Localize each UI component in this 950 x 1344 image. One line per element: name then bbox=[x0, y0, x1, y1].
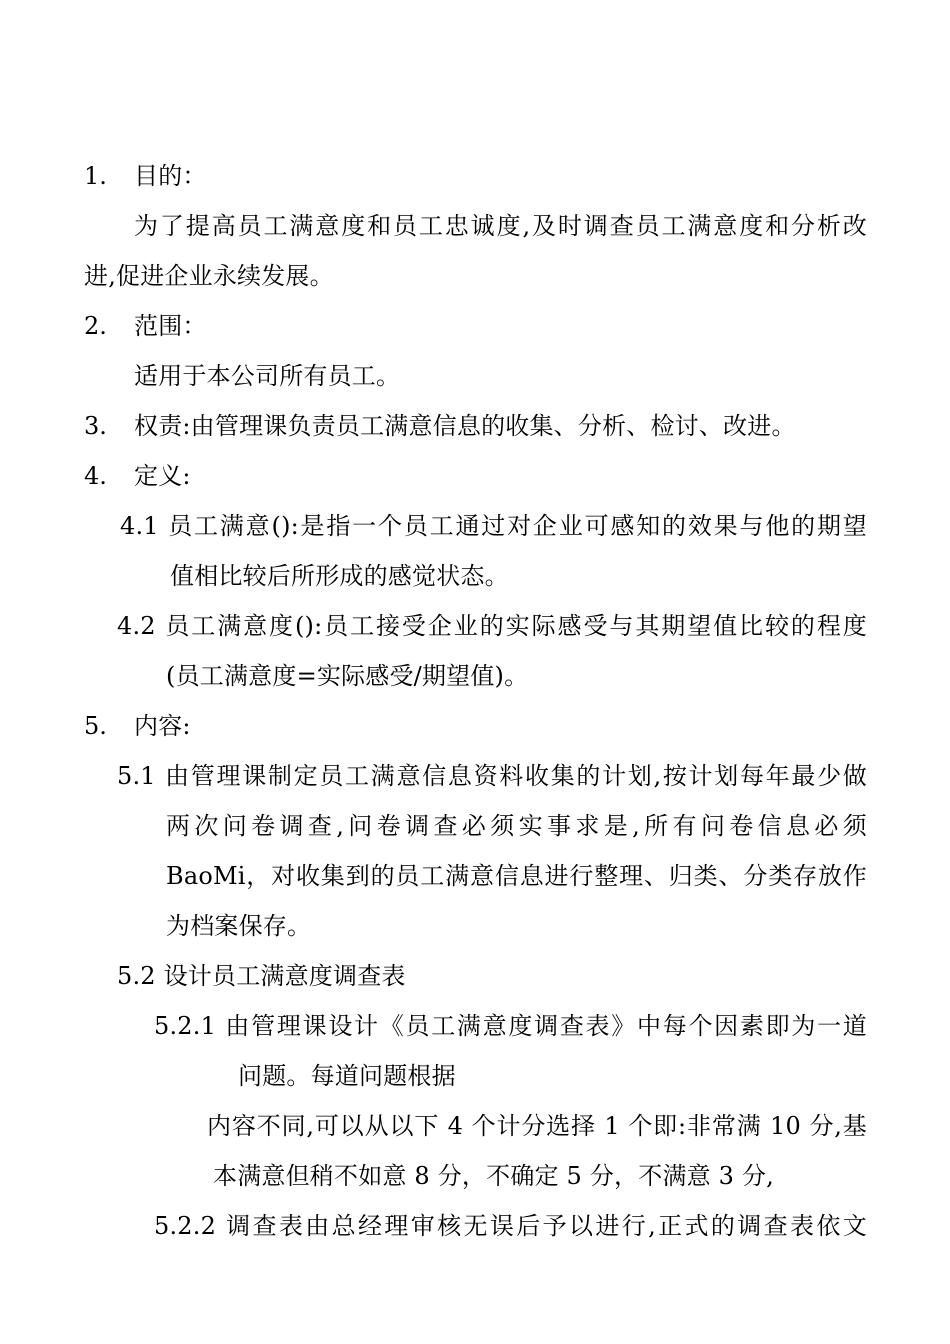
section-5-heading: 内容: bbox=[134, 712, 191, 740]
section-5-2-1-line-1: 5.2.1 由管理课设计《员工满意度调查表》中每个因素即为一道 bbox=[154, 1012, 867, 1040]
section-5-line-4: 为档案保存。 bbox=[166, 912, 312, 940]
section-5-line-2: 两次问卷调查,问卷调查必须实事求是,所有问卷信息必须 bbox=[166, 812, 867, 840]
section-1-body-line-2: 进,促进企业永续发展。 bbox=[84, 262, 334, 290]
section-1-body-line-1: 为了提高员工满意度和员工忠诚度,及时调查员工满意度和分析改 bbox=[134, 212, 867, 240]
section-5-2-1-line-4: 本满意但稍不如意 8 分，不确定 5 分，不满意 3 分, bbox=[213, 1162, 775, 1190]
section-4-item-2-line-2: (员工满意度=实际感受/期望值)。 bbox=[166, 662, 529, 690]
section-4-item-1-line-1: 4.1 员工满意():是指一个员工通过对企业可感知的效果与他的期望 bbox=[120, 512, 867, 540]
section-5-line-3: BaoMi，对收集到的员工满意信息进行整理、归类、分类存放作 bbox=[166, 862, 867, 890]
section-4-item-1-line-2: 值相比较后所形成的感觉状态。 bbox=[170, 562, 509, 590]
section-3-heading: 权责:由管理课负责员工满意信息的收集、分析、检讨、改进。 bbox=[134, 412, 796, 440]
section-2-heading: 范围： bbox=[134, 312, 207, 340]
section-4-heading: 定义: bbox=[134, 462, 191, 490]
section-5-2-1-line-3: 内容不同,可以从以下 4 个计分选择 1 个即:非常满 10 分,基 bbox=[207, 1112, 867, 1140]
section-5-line-1: 5.1 由管理课制定员工满意信息资料收集的计划,按计划每年最少做 bbox=[117, 762, 867, 790]
section-5-2-1-line-2: 问题。每道问题根据 bbox=[238, 1062, 456, 1090]
section-1-number: 1. bbox=[84, 162, 107, 190]
section-4-item-2-line-1: 4.2 员工满意度():员工接受企业的实际感受与其期望值比较的程度 bbox=[117, 612, 867, 640]
section-4-number: 4. bbox=[84, 462, 107, 490]
section-2-body-line-1: 适用于本公司所有员工。 bbox=[134, 362, 401, 390]
section-5-2-2-line-1: 5.2.2 调查表由总经理审核无误后予以进行,正式的调查表依文 bbox=[154, 1212, 867, 1240]
section-3-number: 3. bbox=[84, 412, 107, 440]
section-1-heading: 目的： bbox=[134, 162, 207, 190]
section-5-number: 5. bbox=[84, 712, 107, 740]
section-2-number: 2. bbox=[84, 312, 107, 340]
section-5-2-heading: 5.2 设计员工满意度调查表 bbox=[117, 962, 406, 990]
